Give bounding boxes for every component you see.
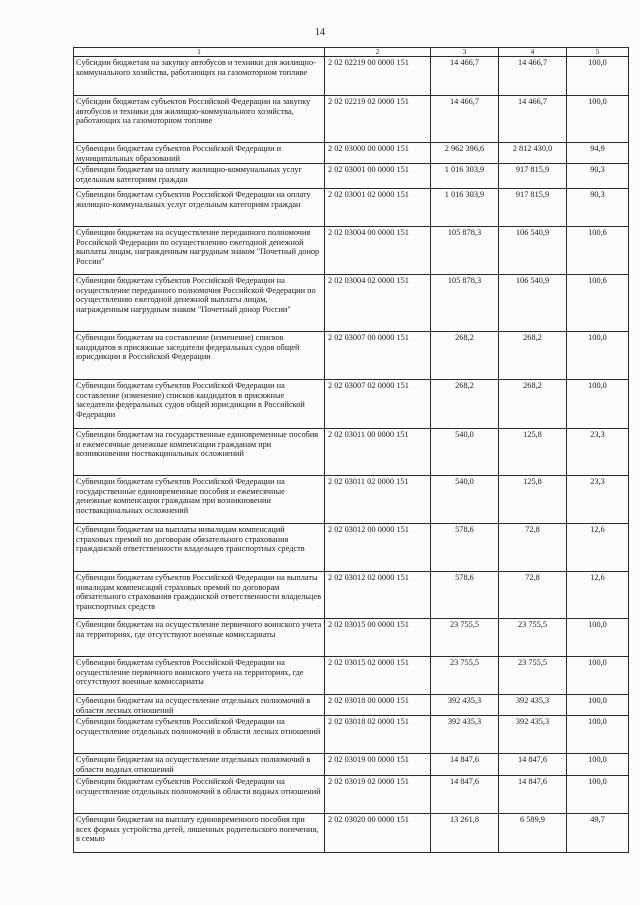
row-actual-value: 14 847,6 [499,776,567,814]
row-name: Субвенции бюджетам на осуществление отдельных полномочий в области лесных отношений [74,695,325,716]
row-plan-value: 578,6 [431,524,499,572]
row-name: Субвенции бюджетам субъектов Российской Федерации на государственные единовременные пособия и ежемесячные денежные компенсации гражданам при возникновении поствакцинальных осложнений [74,476,325,524]
row-actual-value: 23 755,5 [499,619,567,657]
row-budget-code: 2 02 03015 02 0000 151 [325,657,431,695]
row-percent-value: 100,0 [567,619,629,657]
row-name: Субвенции бюджетам субъектов Российской Федерации на осуществление отдельных полномочий в области водных отношений [74,776,325,814]
table-row [74,716,629,754]
row-percent-value: 12,6 [567,572,629,619]
row-budget-code: 2 02 03004 00 0000 151 [325,227,431,275]
row-plan-value: 23 755,5 [431,619,499,657]
row-name: Субвенции бюджетам субъектов Российской Федерации на осуществление переданного полномочия Российской Федерации по осуществлению ежегодной денежной выплаты лицам, награжденным нагрудным знаком "Почетный донор России" [74,275,325,332]
row-percent-value: 100,0 [567,96,629,143]
row-budget-code: 2 02 03019 00 0000 151 [325,754,431,776]
row-actual-value: 268,2 [499,332,567,380]
row-name: Субсидии бюджетам субъектов Российской Федерации на закупку автобусов и техники для жилищно-коммунального хозяйства, работающих на газомоторном топливе [74,96,325,143]
table-row [74,754,629,776]
row-plan-value: 23 755,5 [431,657,499,695]
row-plan-value: 540,0 [431,429,499,476]
row-plan-value: 105 878,3 [431,227,499,275]
row-percent-value: 100,6 [567,275,629,332]
row-percent-value: 100,0 [567,380,629,429]
row-plan-value: 268,2 [431,332,499,380]
table-row [74,143,629,164]
row-plan-value: 540,0 [431,476,499,524]
column-number: 3 [431,48,499,57]
table-row [74,96,629,143]
row-actual-value: 125,8 [499,429,567,476]
row-budget-code: 2 02 03000 00 0000 151 [325,143,431,164]
row-budget-code: 2 02 03018 00 0000 151 [325,695,431,716]
row-actual-value: 392 435,3 [499,695,567,716]
row-plan-value: 14 466,7 [431,57,499,96]
row-percent-value: 100,0 [567,657,629,695]
row-budget-code: 2 02 02219 00 0000 151 [325,57,431,96]
row-name: Субвенции бюджетам на осуществление отдельных полномочий в области водных отношений [74,754,325,776]
row-plan-value: 392 435,3 [431,695,499,716]
column-number-row [74,48,629,57]
row-percent-value: 23,3 [567,429,629,476]
table-row [74,164,629,189]
budget-table-body [74,48,629,853]
table-row [74,227,629,275]
column-number: 5 [567,48,629,57]
row-percent-value: 12,6 [567,524,629,572]
row-plan-value: 14 847,6 [431,776,499,814]
row-name: Субвенции бюджетам на оплату жилищно-коммунальных услуг отдельным категориям граждан [74,164,325,189]
row-budget-code: 2 02 03011 00 0000 151 [325,429,431,476]
page-number: 14 [315,27,325,38]
table-row [74,524,629,572]
row-name: Субвенции бюджетам на выплаты инвалидам компенсаций страховых премий по договорам обязательного страхования гражданской ответственности владельцев транспортных средств [74,524,325,572]
table-row [74,275,629,332]
row-budget-code: 2 02 03001 02 0000 151 [325,189,431,227]
table-row [74,814,629,853]
row-budget-code: 2 02 03019 02 0000 151 [325,776,431,814]
row-actual-value: 72,8 [499,572,567,619]
row-name: Субсидии бюджетам на закупку автобусов и техники для жилищно-коммунального хозяйства, работающих на газомоторном топливе [74,57,325,96]
row-actual-value: 106 540,9 [499,227,567,275]
row-name: Субвенции бюджетам субъектов Российской Федерации на составление (изменение) списков кандидатов в присяжные заседатели федеральных судов общей юрисдикции в Российской Федерации [74,380,325,429]
row-actual-value: 2 812 430,0 [499,143,567,164]
row-percent-value: 90,3 [567,164,629,189]
row-budget-code: 2 02 03007 00 0000 151 [325,332,431,380]
row-percent-value: 100,6 [567,227,629,275]
row-actual-value: 14 847,6 [499,754,567,776]
table-row [74,189,629,227]
row-percent-value: 100,0 [567,57,629,96]
row-plan-value: 14 847,6 [431,754,499,776]
row-budget-code: 2 02 03012 00 0000 151 [325,524,431,572]
row-budget-code: 2 02 03007 02 0000 151 [325,380,431,429]
column-number: 4 [499,48,567,57]
row-budget-code: 2 02 03020 00 0000 151 [325,814,431,853]
row-name: Субвенции бюджетам на осуществление первичного воинского учета на территориях, где отсутствуют военные комиссариаты [74,619,325,657]
row-actual-value: 14 466,7 [499,57,567,96]
row-percent-value: 100,0 [567,695,629,716]
row-actual-value: 106 540,9 [499,275,567,332]
row-percent-value: 100,0 [567,776,629,814]
row-actual-value: 23 755,5 [499,657,567,695]
row-actual-value: 917 815,9 [499,189,567,227]
table-row [74,429,629,476]
row-percent-value: 100,0 [567,754,629,776]
row-name: Субвенции бюджетам на осуществление переданного полномочия Российской Федерации по осуществлению ежегодной денежной выплаты лицам, награжденным нагрудным знаком "Почетный донор России" [74,227,325,275]
row-budget-code: 2 02 03015 00 0000 151 [325,619,431,657]
row-name: Субвенции бюджетам субъектов Российской Федерации на оплату жилищно-коммунальных услуг отдельным категориям граждан [74,189,325,227]
row-actual-value: 392 435,3 [499,716,567,754]
row-plan-value: 392 435,3 [431,716,499,754]
table-row [74,380,629,429]
row-plan-value: 578,6 [431,572,499,619]
row-budget-code: 2 02 02219 02 0000 151 [325,96,431,143]
row-plan-value: 268,2 [431,380,499,429]
table-row [74,572,629,619]
row-name: Субвенции бюджетам субъектов Российской Федерации на осуществление отдельных полномочий в области лесных отношений [74,716,325,754]
row-budget-code: 2 02 03004 02 0000 151 [325,275,431,332]
table-row [74,657,629,695]
row-budget-code: 2 02 03012 02 0000 151 [325,572,431,619]
row-actual-value: 125,8 [499,476,567,524]
table-row [74,619,629,657]
table-row [74,476,629,524]
table-row [74,332,629,380]
row-actual-value: 6 589,9 [499,814,567,853]
row-percent-value: 100,0 [567,716,629,754]
row-name: Субвенции бюджетам на государственные единовременные пособия и ежемесячные денежные компенсации гражданам при возникновении поствакцинальных осложнений [74,429,325,476]
row-plan-value: 1 016 303,9 [431,164,499,189]
table-row [74,57,629,96]
row-percent-value: 94,9 [567,143,629,164]
row-plan-value: 14 466,7 [431,96,499,143]
budget-table [73,47,629,853]
row-percent-value: 23,3 [567,476,629,524]
row-name: Субвенции бюджетам субъектов Российской Федерации на осуществление первичного воинского учета на территориях, где отсутствуют военные комиссариаты [74,657,325,695]
row-plan-value: 2 962 396,6 [431,143,499,164]
column-number: 2 [325,48,431,57]
column-number: 1 [74,48,325,57]
table-row [74,695,629,716]
row-name: Субвенции бюджетам субъектов Российской Федерации на выплаты инвалидам компенсаций страховых премий по договорам обязательного страхования гражданской ответственности владельцев транспортных средств [74,572,325,619]
row-percent-value: 100,0 [567,332,629,380]
row-name: Субвенции бюджетам на составление (изменение) списков кандидатов в присяжные заседатели федеральных судов общей юрисдикции в Российской Федерации [74,332,325,380]
row-plan-value: 105 878,3 [431,275,499,332]
row-actual-value: 268,2 [499,380,567,429]
row-name: Субвенции бюджетам субъектов Российской Федерации и муниципальных образований [74,143,325,164]
row-name: Субвенции бюджетам на выплату единовременного пособия при всех формах устройства детей, лишенных родительского попечения, в семью [74,814,325,853]
row-actual-value: 917 815,9 [499,164,567,189]
row-actual-value: 72,8 [499,524,567,572]
row-percent-value: 49,7 [567,814,629,853]
row-plan-value: 1 016 303,9 [431,189,499,227]
row-budget-code: 2 02 03018 02 0000 151 [325,716,431,754]
row-budget-code: 2 02 03001 00 0000 151 [325,164,431,189]
row-actual-value: 14 466,7 [499,96,567,143]
row-plan-value: 13 261,8 [431,814,499,853]
table-row [74,776,629,814]
row-percent-value: 90,3 [567,189,629,227]
row-budget-code: 2 02 03011 02 0000 151 [325,476,431,524]
